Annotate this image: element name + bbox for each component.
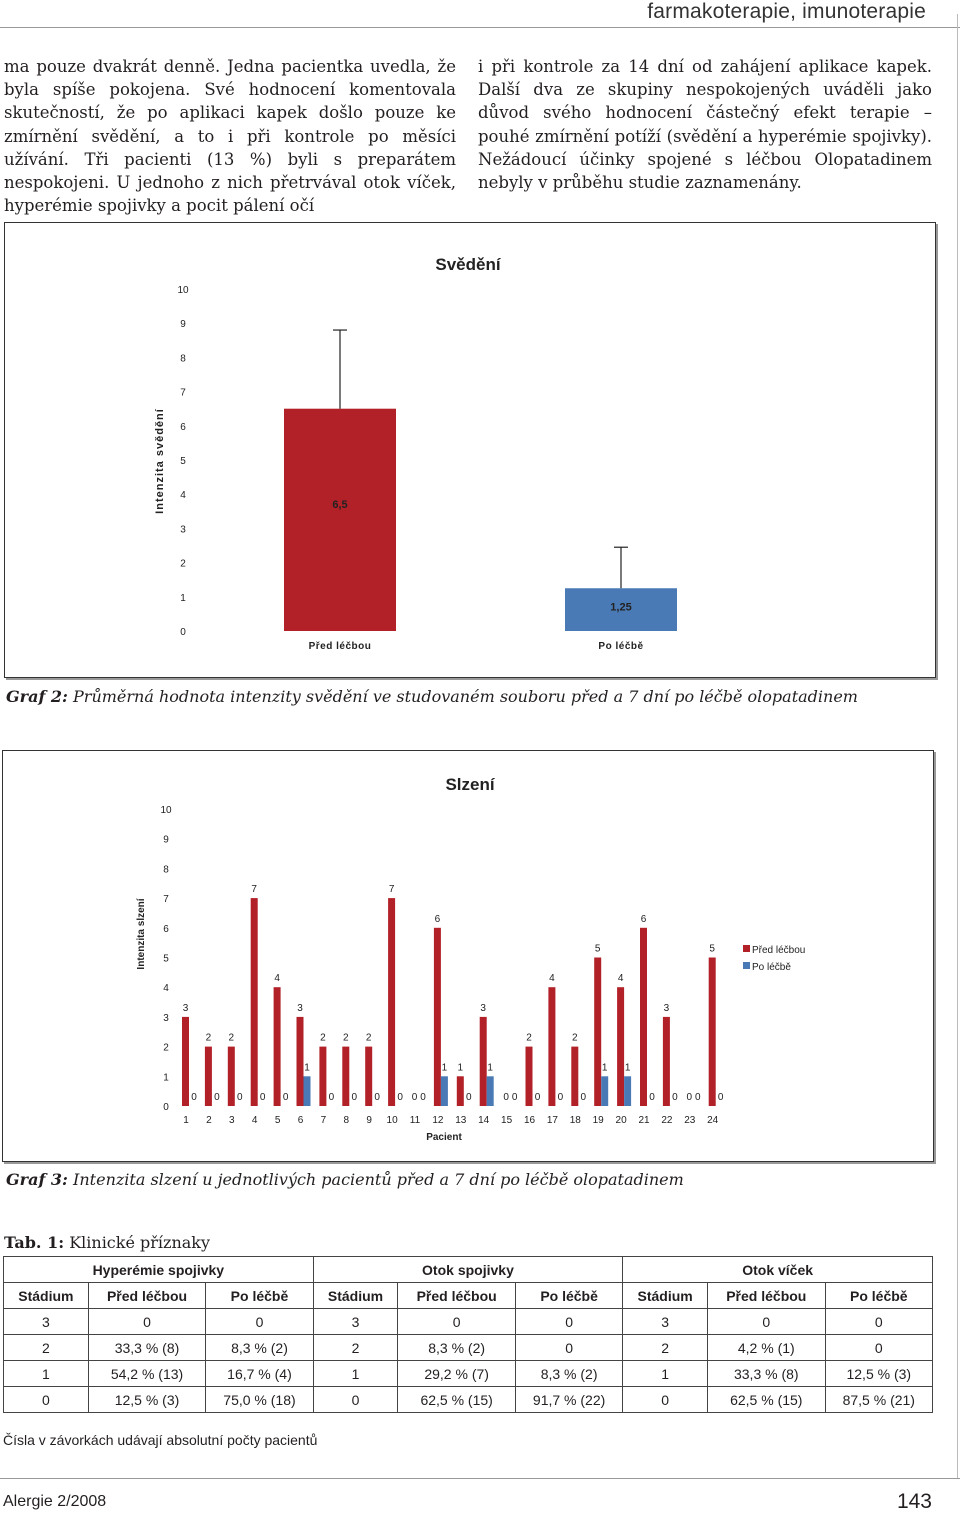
- table-cell: 0: [515, 1335, 622, 1361]
- table-cell: 3: [623, 1309, 708, 1335]
- data-label: 0: [374, 1092, 380, 1103]
- data-label: 7: [251, 884, 257, 896]
- x-tick-label: 22: [661, 1115, 673, 1126]
- data-label: 2: [526, 1032, 532, 1044]
- journal-name: Alergie 2/2008: [3, 1493, 107, 1510]
- bar-pred-lecbou: [709, 958, 716, 1107]
- bar-po-lecbe: [601, 1076, 608, 1106]
- bar-po-lecbe: [304, 1076, 311, 1106]
- data-label: 0: [649, 1092, 655, 1103]
- bar-pred-lecbou: [319, 1047, 326, 1106]
- text-column-left: [4, 55, 456, 217]
- data-label: 1,25: [610, 601, 632, 614]
- data-label: 6,5: [332, 498, 348, 511]
- table-cell: 0: [708, 1309, 826, 1335]
- y-tick-label: 1: [180, 592, 186, 604]
- x-tick-label: 2: [206, 1115, 212, 1126]
- data-label: 0: [214, 1092, 220, 1103]
- bar-pred-lecbou: [457, 1076, 464, 1106]
- table-cell: 29,2 % (7): [398, 1361, 516, 1387]
- data-label: 3: [182, 1002, 189, 1014]
- table-cell: 0: [4, 1387, 89, 1413]
- chart-svedeni-svg: [5, 223, 935, 677]
- x-tick-label: 7: [320, 1115, 327, 1126]
- bar-pred-lecbou: [434, 928, 441, 1106]
- x-tick-label: 18: [569, 1115, 581, 1126]
- data-label: 0: [259, 1092, 266, 1103]
- bar-pred-lecbou: [342, 1047, 349, 1106]
- caption-graf3-label: Graf 3:: [6, 1170, 68, 1189]
- category-label: Před léčbou: [308, 641, 372, 652]
- bar-pred-lecbou: [526, 1047, 533, 1106]
- data-label: 0: [282, 1092, 289, 1103]
- y-tick-label: 8: [163, 864, 169, 876]
- y-tick-label: 3: [180, 524, 186, 536]
- bar-pred-lecbou: [571, 1047, 578, 1106]
- table-cell: 0: [825, 1309, 932, 1335]
- bar-pred-lecbou: [365, 1047, 372, 1106]
- y-axis-label: Intenzita svědění: [154, 408, 166, 514]
- table-note: Čísla v závorkách udávají absolutní počty pacientů: [3, 1432, 318, 1448]
- table-column-row: [4, 1283, 933, 1309]
- column-header: Před léčbou: [708, 1283, 826, 1309]
- y-tick-label: 4: [163, 983, 169, 995]
- table-cell: 12,5 % (3): [825, 1361, 932, 1387]
- column-header: Po léčbě: [825, 1283, 932, 1309]
- column-header: Stádium: [623, 1283, 708, 1309]
- table-cell: 2: [313, 1335, 398, 1361]
- table-cell: 0: [623, 1387, 708, 1413]
- table-cell: 1: [623, 1361, 708, 1387]
- data-label: 2: [205, 1032, 212, 1044]
- data-label: 4: [549, 973, 555, 985]
- data-label: 0: [717, 1092, 724, 1103]
- table-cell: 91,7 % (22): [515, 1387, 622, 1413]
- table-group-row: [4, 1257, 933, 1283]
- paragraph-right: i při kontrole za 14 dní od zahájení aplikace kapek. Další dva ze skupiny nespokojených uváděli jako důvod svého hodnocení částečný efekt terapie – pouhé zmírnění potíží (svědění a hyperémie spojivky). Nežádoucí účinky spojené s léčbou Olopatadinem nebyly v průběhu studie zaznamenány.: [478, 57, 932, 193]
- table-caption-label: Tab. 1:: [4, 1233, 65, 1252]
- table-cell: 0: [825, 1335, 932, 1361]
- bar-pred-lecbou: [548, 987, 555, 1106]
- bar-pred-lecbou: [205, 1047, 212, 1106]
- data-label: 0: [672, 1092, 678, 1103]
- x-tick-label: 16: [523, 1115, 536, 1126]
- y-tick-label: 10: [177, 285, 189, 296]
- chart-slzeni-svg: [3, 751, 933, 1161]
- x-tick-label: 19: [592, 1115, 604, 1126]
- table-row: [4, 1387, 933, 1413]
- table-cell: 0: [88, 1309, 206, 1335]
- table-cell: 87,5 % (21): [825, 1387, 932, 1413]
- bar-po-lecbe: [624, 1076, 631, 1106]
- page-header: [0, 0, 960, 30]
- x-tick-label: 24: [707, 1115, 719, 1126]
- x-tick-label: 15: [501, 1115, 513, 1126]
- bar-pred-lecbou: [617, 987, 624, 1106]
- data-label: 0: [420, 1092, 426, 1103]
- footer-rule: [0, 1478, 960, 1479]
- y-tick-label: 8: [180, 353, 186, 365]
- table-cell: 0: [515, 1309, 622, 1335]
- data-label: 1: [624, 1062, 631, 1074]
- table-cell: 62,5 % (15): [708, 1387, 826, 1413]
- table-cell: 8,3 % (2): [206, 1335, 313, 1361]
- x-tick-label: 5: [274, 1115, 281, 1126]
- x-tick-label: 20: [615, 1115, 627, 1126]
- y-tick-label: 2: [180, 558, 186, 570]
- y-tick-label: 0: [180, 627, 186, 638]
- data-label: 0: [557, 1092, 564, 1103]
- data-label: 1: [487, 1062, 493, 1074]
- page-number: 143: [896, 1490, 932, 1513]
- data-label: 0: [191, 1092, 197, 1103]
- chart-title: Svědění: [435, 255, 501, 274]
- x-tick-label: 9: [366, 1115, 372, 1126]
- bar-pred-lecbou: [182, 1017, 189, 1106]
- data-label: 0: [397, 1092, 403, 1103]
- group-header: Otok víček: [623, 1257, 933, 1283]
- y-tick-label: 6: [163, 923, 169, 935]
- y-tick-label: 1: [163, 1072, 169, 1084]
- y-tick-label: 0: [163, 1102, 169, 1113]
- legend-swatch: [743, 945, 750, 952]
- data-label: 0: [411, 1092, 418, 1103]
- x-tick-label: 21: [638, 1115, 650, 1126]
- table-cell: 0: [313, 1387, 398, 1413]
- clinical-symptoms-table: [3, 1256, 933, 1413]
- y-tick-label: 7: [180, 387, 186, 399]
- caption-graf2-text: Průměrná hodnota intenzity svědění ve studovaném souboru před a 7 dní po léčbě olopatadinem: [67, 687, 858, 706]
- data-label: 0: [534, 1092, 541, 1103]
- data-label: 0: [695, 1092, 701, 1103]
- table-cell: 8,3 % (2): [515, 1361, 622, 1387]
- table-caption-text: Klinické příznaky: [64, 1233, 211, 1252]
- column-header: Stádium: [4, 1283, 89, 1309]
- data-label: 2: [365, 1032, 372, 1044]
- header-rule: [0, 27, 960, 28]
- section-title: farmakoterapie, imunoterapie: [647, 0, 926, 23]
- bar-pred-lecbou: [663, 1017, 670, 1106]
- column-header: Před léčbou: [88, 1283, 206, 1309]
- x-tick-label: 12: [432, 1115, 444, 1126]
- bar-pred-lecbou: [297, 1017, 304, 1106]
- x-tick-label: 10: [386, 1115, 398, 1126]
- y-tick-label: 2: [163, 1042, 169, 1054]
- table-cell: 3: [4, 1309, 89, 1335]
- caption-graf3: [6, 1170, 684, 1189]
- y-tick-label: 3: [163, 1012, 169, 1024]
- table-cell: 75,0 % (18): [206, 1387, 313, 1413]
- data-label: 0: [351, 1092, 358, 1103]
- legend-label: Před léčbou: [752, 945, 806, 956]
- table-cell: 1: [313, 1361, 398, 1387]
- data-label: 0: [328, 1092, 335, 1103]
- data-label: 2: [320, 1032, 326, 1044]
- data-label: 4: [274, 973, 280, 985]
- caption-graf2: [6, 687, 858, 706]
- data-label: 6: [434, 913, 441, 925]
- data-label: 1: [601, 1062, 608, 1074]
- data-label: 5: [709, 943, 715, 955]
- bar-pred-lecbou: [388, 898, 395, 1106]
- caption-graf2-label: Graf 2:: [6, 687, 68, 706]
- caption-graf3-text: Intenzita slzení u jednotlivých pacientů před a 7 dní po léčbě olopatadinem: [67, 1170, 684, 1189]
- table-cell: 3: [313, 1309, 398, 1335]
- bar-po-lecbe: [441, 1076, 448, 1106]
- data-label: 0: [466, 1092, 472, 1103]
- table-cell: 2: [623, 1335, 708, 1361]
- table-cell: 12,5 % (3): [88, 1387, 206, 1413]
- y-tick-label: 7: [163, 894, 169, 906]
- table-row: [4, 1335, 933, 1361]
- x-tick-label: 8: [343, 1115, 350, 1126]
- category-label: Po léčbě: [598, 641, 644, 652]
- table-cell: 0: [398, 1309, 516, 1335]
- bar-pred-lecbou: [594, 958, 601, 1107]
- y-tick-label: 9: [163, 834, 169, 846]
- x-tick-label: 17: [546, 1115, 558, 1126]
- chart-title: Slzení: [445, 775, 495, 794]
- chart-svedeni: [4, 222, 936, 678]
- table-row: [4, 1361, 933, 1387]
- paragraph-left: ma pouze dvakrát denně. Jedna pacientka uvedla, že byla spíše pokojena. Své hodnocení komentovala skutečností, že po aplikaci kapek došlo pouze ke zmírnění svědění, a to i při kontrole po měsíci užívání. Tři pacienti (13 %) byli s preparátem nespokojeni. U jednoho z nich přetrvával otok víček, hyperémie spojivky a pocit pálení očí: [4, 57, 456, 216]
- x-tick-label: 4: [251, 1115, 258, 1126]
- table-cell: 33,3 % (8): [88, 1335, 206, 1361]
- data-label: 5: [594, 943, 601, 955]
- text-column-right: [478, 55, 932, 194]
- x-axis-label: Pacient: [426, 1132, 462, 1143]
- group-header: Hyperémie spojivky: [4, 1257, 314, 1283]
- bar-pred-lecbou: [640, 928, 647, 1106]
- y-tick-label: 5: [163, 953, 169, 965]
- y-axis-label: Intenzita slzení: [136, 898, 147, 970]
- data-label: 2: [228, 1032, 235, 1044]
- table-cell: 54,2 % (13): [88, 1361, 206, 1387]
- chart-slzeni: [2, 750, 934, 1162]
- data-label: 3: [480, 1002, 486, 1014]
- table-caption: [4, 1233, 210, 1252]
- data-label: 2: [572, 1032, 578, 1044]
- data-label: 1: [304, 1062, 310, 1074]
- data-label: 4: [617, 973, 624, 985]
- data-label: 3: [663, 1002, 670, 1014]
- bar-pred-lecbou: [251, 898, 258, 1106]
- x-tick-label: 1: [183, 1115, 189, 1126]
- x-tick-label: 3: [229, 1115, 235, 1126]
- data-label: 0: [503, 1092, 509, 1103]
- y-tick-label: 5: [180, 456, 186, 467]
- x-tick-label: 23: [684, 1115, 696, 1126]
- legend-label: Po léčbě: [752, 962, 791, 973]
- x-tick-label: 6: [297, 1115, 304, 1126]
- table-cell: 2: [4, 1335, 89, 1361]
- data-label: 0: [511, 1092, 518, 1103]
- y-tick-label: 10: [160, 805, 172, 816]
- table-cell: 1: [4, 1361, 89, 1387]
- table-cell: 62,5 % (15): [398, 1387, 516, 1413]
- column-header: Po léčbě: [206, 1283, 313, 1309]
- x-tick-label: 13: [455, 1115, 467, 1126]
- data-label: 7: [388, 884, 395, 896]
- x-tick-label: 14: [478, 1115, 490, 1126]
- y-tick-label: 9: [180, 319, 186, 331]
- column-header: Stádium: [313, 1283, 398, 1309]
- bar: [284, 409, 396, 631]
- data-label: 0: [686, 1092, 693, 1103]
- table-cell: 8,3 % (2): [398, 1335, 516, 1361]
- data-label: 3: [297, 1002, 303, 1014]
- group-header: Otok spojivky: [313, 1257, 623, 1283]
- table-cell: 0: [206, 1309, 313, 1335]
- data-label: 0: [580, 1092, 587, 1103]
- right-margin-rule: [957, 14, 958, 1478]
- bar-pred-lecbou: [274, 987, 281, 1106]
- y-tick-label: 6: [180, 421, 186, 433]
- data-label: 6: [640, 913, 647, 925]
- bar-pred-lecbou: [480, 1017, 487, 1106]
- data-label: 1: [457, 1062, 464, 1074]
- y-tick-label: 4: [180, 490, 186, 502]
- legend-swatch: [743, 962, 750, 969]
- bar-po-lecbe: [487, 1076, 494, 1106]
- table-cell: 16,7 % (4): [206, 1361, 313, 1387]
- table-cell: 4,2 % (1): [708, 1335, 826, 1361]
- data-label: 0: [237, 1092, 243, 1103]
- data-label: 1: [441, 1062, 448, 1074]
- table-cell: 33,3 % (8): [708, 1361, 826, 1387]
- bar-pred-lecbou: [228, 1047, 235, 1106]
- x-tick-label: 11: [409, 1115, 421, 1126]
- data-label: 2: [343, 1032, 349, 1044]
- column-header: Před léčbou: [398, 1283, 516, 1309]
- column-header: Po léčbě: [515, 1283, 622, 1309]
- table-row: [4, 1309, 933, 1335]
